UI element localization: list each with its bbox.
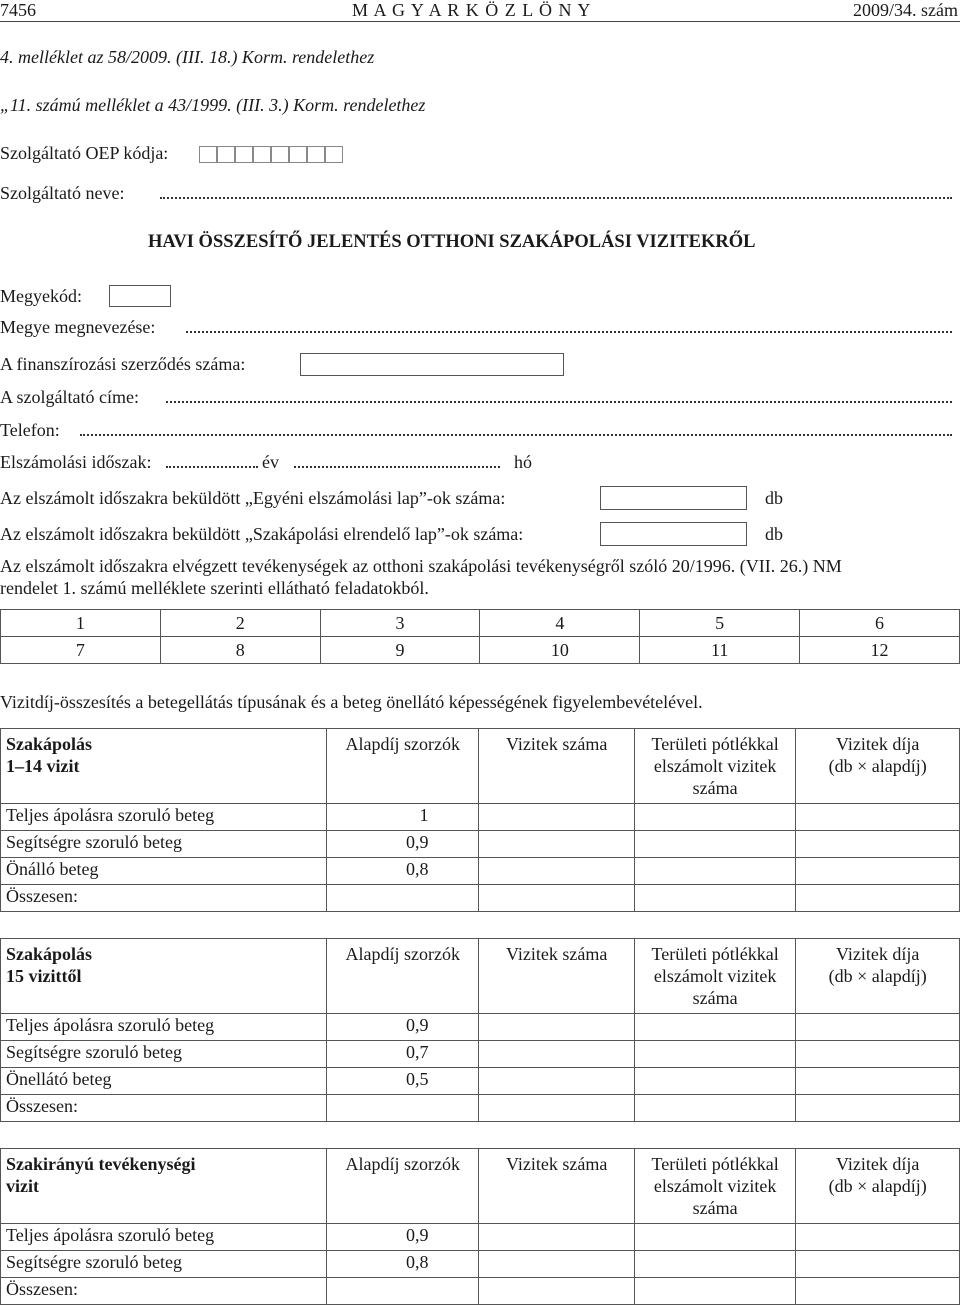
code-cell[interactable]: 3 [320, 610, 480, 637]
phone-field[interactable] [80, 434, 952, 436]
visits-count-cell[interactable] [479, 1041, 634, 1068]
table-header-row [1, 729, 960, 804]
provider-name-label: Szolgáltató neve: [0, 183, 125, 203]
fee-cell[interactable] [796, 831, 960, 858]
visits-count-cell[interactable] [479, 1224, 634, 1251]
table-row: Összesen: [1, 1095, 960, 1122]
col-factor-header: Alapdíj szorzók [327, 939, 479, 1014]
code-cell[interactable]: 12 [800, 637, 960, 664]
individual-sheets-field[interactable] [600, 486, 747, 510]
table-title: Szakápolás 1–14 vizit [1, 729, 327, 804]
table-row: Segítségre szoruló beteg 0,7 [1, 1041, 960, 1068]
county-code-field[interactable] [109, 285, 171, 307]
col-visits-header: Vizitek száma [479, 729, 634, 804]
fee-cell[interactable] [796, 1041, 960, 1068]
fee-cell[interactable] [796, 1224, 960, 1251]
visits-1-14-table [0, 728, 960, 912]
table-row: Összesen: [1, 885, 960, 912]
regional-visits-cell[interactable] [634, 1224, 796, 1251]
regional-visits-cell[interactable] [634, 1095, 796, 1122]
col-fee-header: Vizitek díja (db × alapdíj) [796, 729, 960, 804]
regional-visits-cell[interactable] [634, 885, 796, 912]
fee-cell[interactable] [796, 1068, 960, 1095]
code-cell[interactable]: 11 [640, 637, 800, 664]
period-year-field[interactable] [166, 466, 258, 468]
visits-count-cell[interactable] [479, 831, 634, 858]
table-title: Szakápolás 15 vizittől [1, 939, 327, 1014]
visits-count-cell[interactable] [479, 1014, 634, 1041]
fee-summary-heading: Vizitdíj-összesítés a betegellátás típusának és a beteg önellátó képességének figyelembevételével. [0, 692, 703, 712]
fee-cell[interactable] [796, 1251, 960, 1278]
regional-visits-cell[interactable] [634, 1041, 796, 1068]
regional-visits-cell[interactable] [634, 1278, 796, 1305]
table-row: Önálló beteg 0,8 [1, 858, 960, 885]
table-header-row [1, 1149, 960, 1224]
provider-address-label: A szolgáltató címe: [0, 387, 139, 407]
visits-count-cell[interactable] [479, 1095, 634, 1122]
table-row [1, 610, 960, 637]
issue-number: 2009/34. szám [853, 0, 958, 20]
form-title: HAVI ÖSSZESÍTŐ JELENTÉS OTTHONI SZAKÁPOLÁSI VIZITEKRŐL [148, 232, 756, 252]
order-sheets-unit: db [765, 524, 783, 544]
visits-count-cell[interactable] [479, 1278, 634, 1305]
oep-code-label: Szolgáltató OEP kódja: [0, 143, 169, 163]
table-row: Összesen: [1, 1278, 960, 1305]
visits-count-cell[interactable] [479, 885, 634, 912]
fee-cell[interactable] [796, 1278, 960, 1305]
col-regional-header: Területi pótlékkal elszámolt vizitek száma [634, 939, 796, 1014]
order-sheets-field[interactable] [600, 522, 747, 546]
regional-visits-cell[interactable] [634, 831, 796, 858]
activities-text: Az elszámolt időszakra elvégzett tevékenységek az otthoni szakápolási tevékenységről szóló 20/1996. (VII. 26.) NM [0, 556, 842, 576]
regional-visits-cell[interactable] [634, 858, 796, 885]
county-name-field[interactable] [186, 331, 952, 333]
table-row: Segítségre szoruló beteg 0,9 [1, 831, 960, 858]
visits-count-cell[interactable] [479, 1251, 634, 1278]
county-code-label: Megyekód: [0, 286, 82, 306]
col-regional-header: Területi pótlékkal elszámolt vizitek száma [634, 1149, 796, 1224]
regional-visits-cell[interactable] [634, 804, 796, 831]
code-cell[interactable]: 7 [1, 637, 161, 664]
table-row [1, 637, 960, 664]
code-cell[interactable]: 1 [1, 610, 161, 637]
visits-count-cell[interactable] [479, 804, 634, 831]
activity-codes-table [0, 609, 960, 664]
fee-cell[interactable] [796, 858, 960, 885]
code-cell[interactable]: 10 [480, 637, 640, 664]
col-fee-header: Vizitek díja (db × alapdíj) [796, 1149, 960, 1224]
code-cell[interactable]: 4 [480, 610, 640, 637]
period-month-field[interactable] [294, 466, 500, 468]
table-header-row [1, 939, 960, 1014]
regional-visits-cell[interactable] [634, 1014, 796, 1041]
contract-number-field[interactable] [300, 353, 564, 376]
specialist-visits-table [0, 1148, 960, 1305]
period-year-label: év [262, 452, 279, 472]
code-cell[interactable]: 9 [320, 637, 480, 664]
regional-visits-cell[interactable] [634, 1251, 796, 1278]
phone-label: Telefon: [0, 420, 60, 440]
regional-visits-cell[interactable] [634, 1068, 796, 1095]
annex-reference: 4. melléklet az 58/2009. (III. 18.) Korm. rendelethez [0, 47, 375, 67]
table-row: Teljes ápolásra szoruló beteg 0,9 [1, 1014, 960, 1041]
period-month-label: hó [514, 452, 532, 472]
table-row: Önellátó beteg 0,5 [1, 1068, 960, 1095]
fee-cell[interactable] [796, 1014, 960, 1041]
period-label: Elszámolási időszak: [0, 452, 152, 472]
code-cell[interactable]: 2 [160, 610, 320, 637]
table-row: Teljes ápolásra szoruló beteg 0,9 [1, 1224, 960, 1251]
col-factor-header: Alapdíj szorzók [327, 729, 479, 804]
code-cell[interactable]: 8 [160, 637, 320, 664]
order-sheets-label: Az elszámolt időszakra beküldött „Szakápolási elrendelő lap”-ok száma: [0, 524, 524, 544]
activities-text-cont: rendelet 1. számú melléklete szerinti ellátható feladatokból. [0, 578, 429, 598]
page-number: 7456 [0, 0, 36, 20]
code-cell[interactable]: 5 [640, 610, 800, 637]
table-title: Szakirányú tevékenységi vizit [1, 1149, 327, 1224]
table-row: Teljes ápolásra szoruló beteg 1 [1, 804, 960, 831]
fee-cell[interactable] [796, 804, 960, 831]
col-fee-header: Vizitek díja (db × alapdíj) [796, 939, 960, 1014]
header-divider [0, 21, 960, 22]
fee-cell[interactable] [796, 1095, 960, 1122]
code-cell[interactable]: 6 [800, 610, 960, 637]
visits-count-cell[interactable] [479, 858, 634, 885]
provider-address-field[interactable] [166, 401, 952, 403]
col-regional-header: Területi pótlékkal elszámolt vizitek száma [634, 729, 796, 804]
fee-cell[interactable] [796, 885, 960, 912]
individual-sheets-label: Az elszámolt időszakra beküldött „Egyéni elszámolási lap”-ok száma: [0, 488, 506, 508]
journal-title: M A G Y A R K Ö Z L Ö N Y [352, 0, 592, 20]
county-name-label: Megye megnevezése: [0, 317, 156, 337]
annex-reference-amended: „11. számú melléklet a 43/1999. (III. 3.) Korm. rendelethez [0, 95, 426, 115]
col-visits-header: Vizitek száma [479, 1149, 634, 1224]
table-row: Segítségre szoruló beteg 0,8 [1, 1251, 960, 1278]
visits-count-cell[interactable] [479, 1068, 634, 1095]
col-visits-header: Vizitek száma [479, 939, 634, 1014]
individual-sheets-unit: db [765, 488, 783, 508]
contract-number-label: A finanszírozási szerződés száma: [0, 354, 246, 374]
visits-15-plus-table [0, 938, 960, 1122]
provider-name-field[interactable] [160, 197, 952, 199]
col-factor-header: Alapdíj szorzók [327, 1149, 479, 1224]
